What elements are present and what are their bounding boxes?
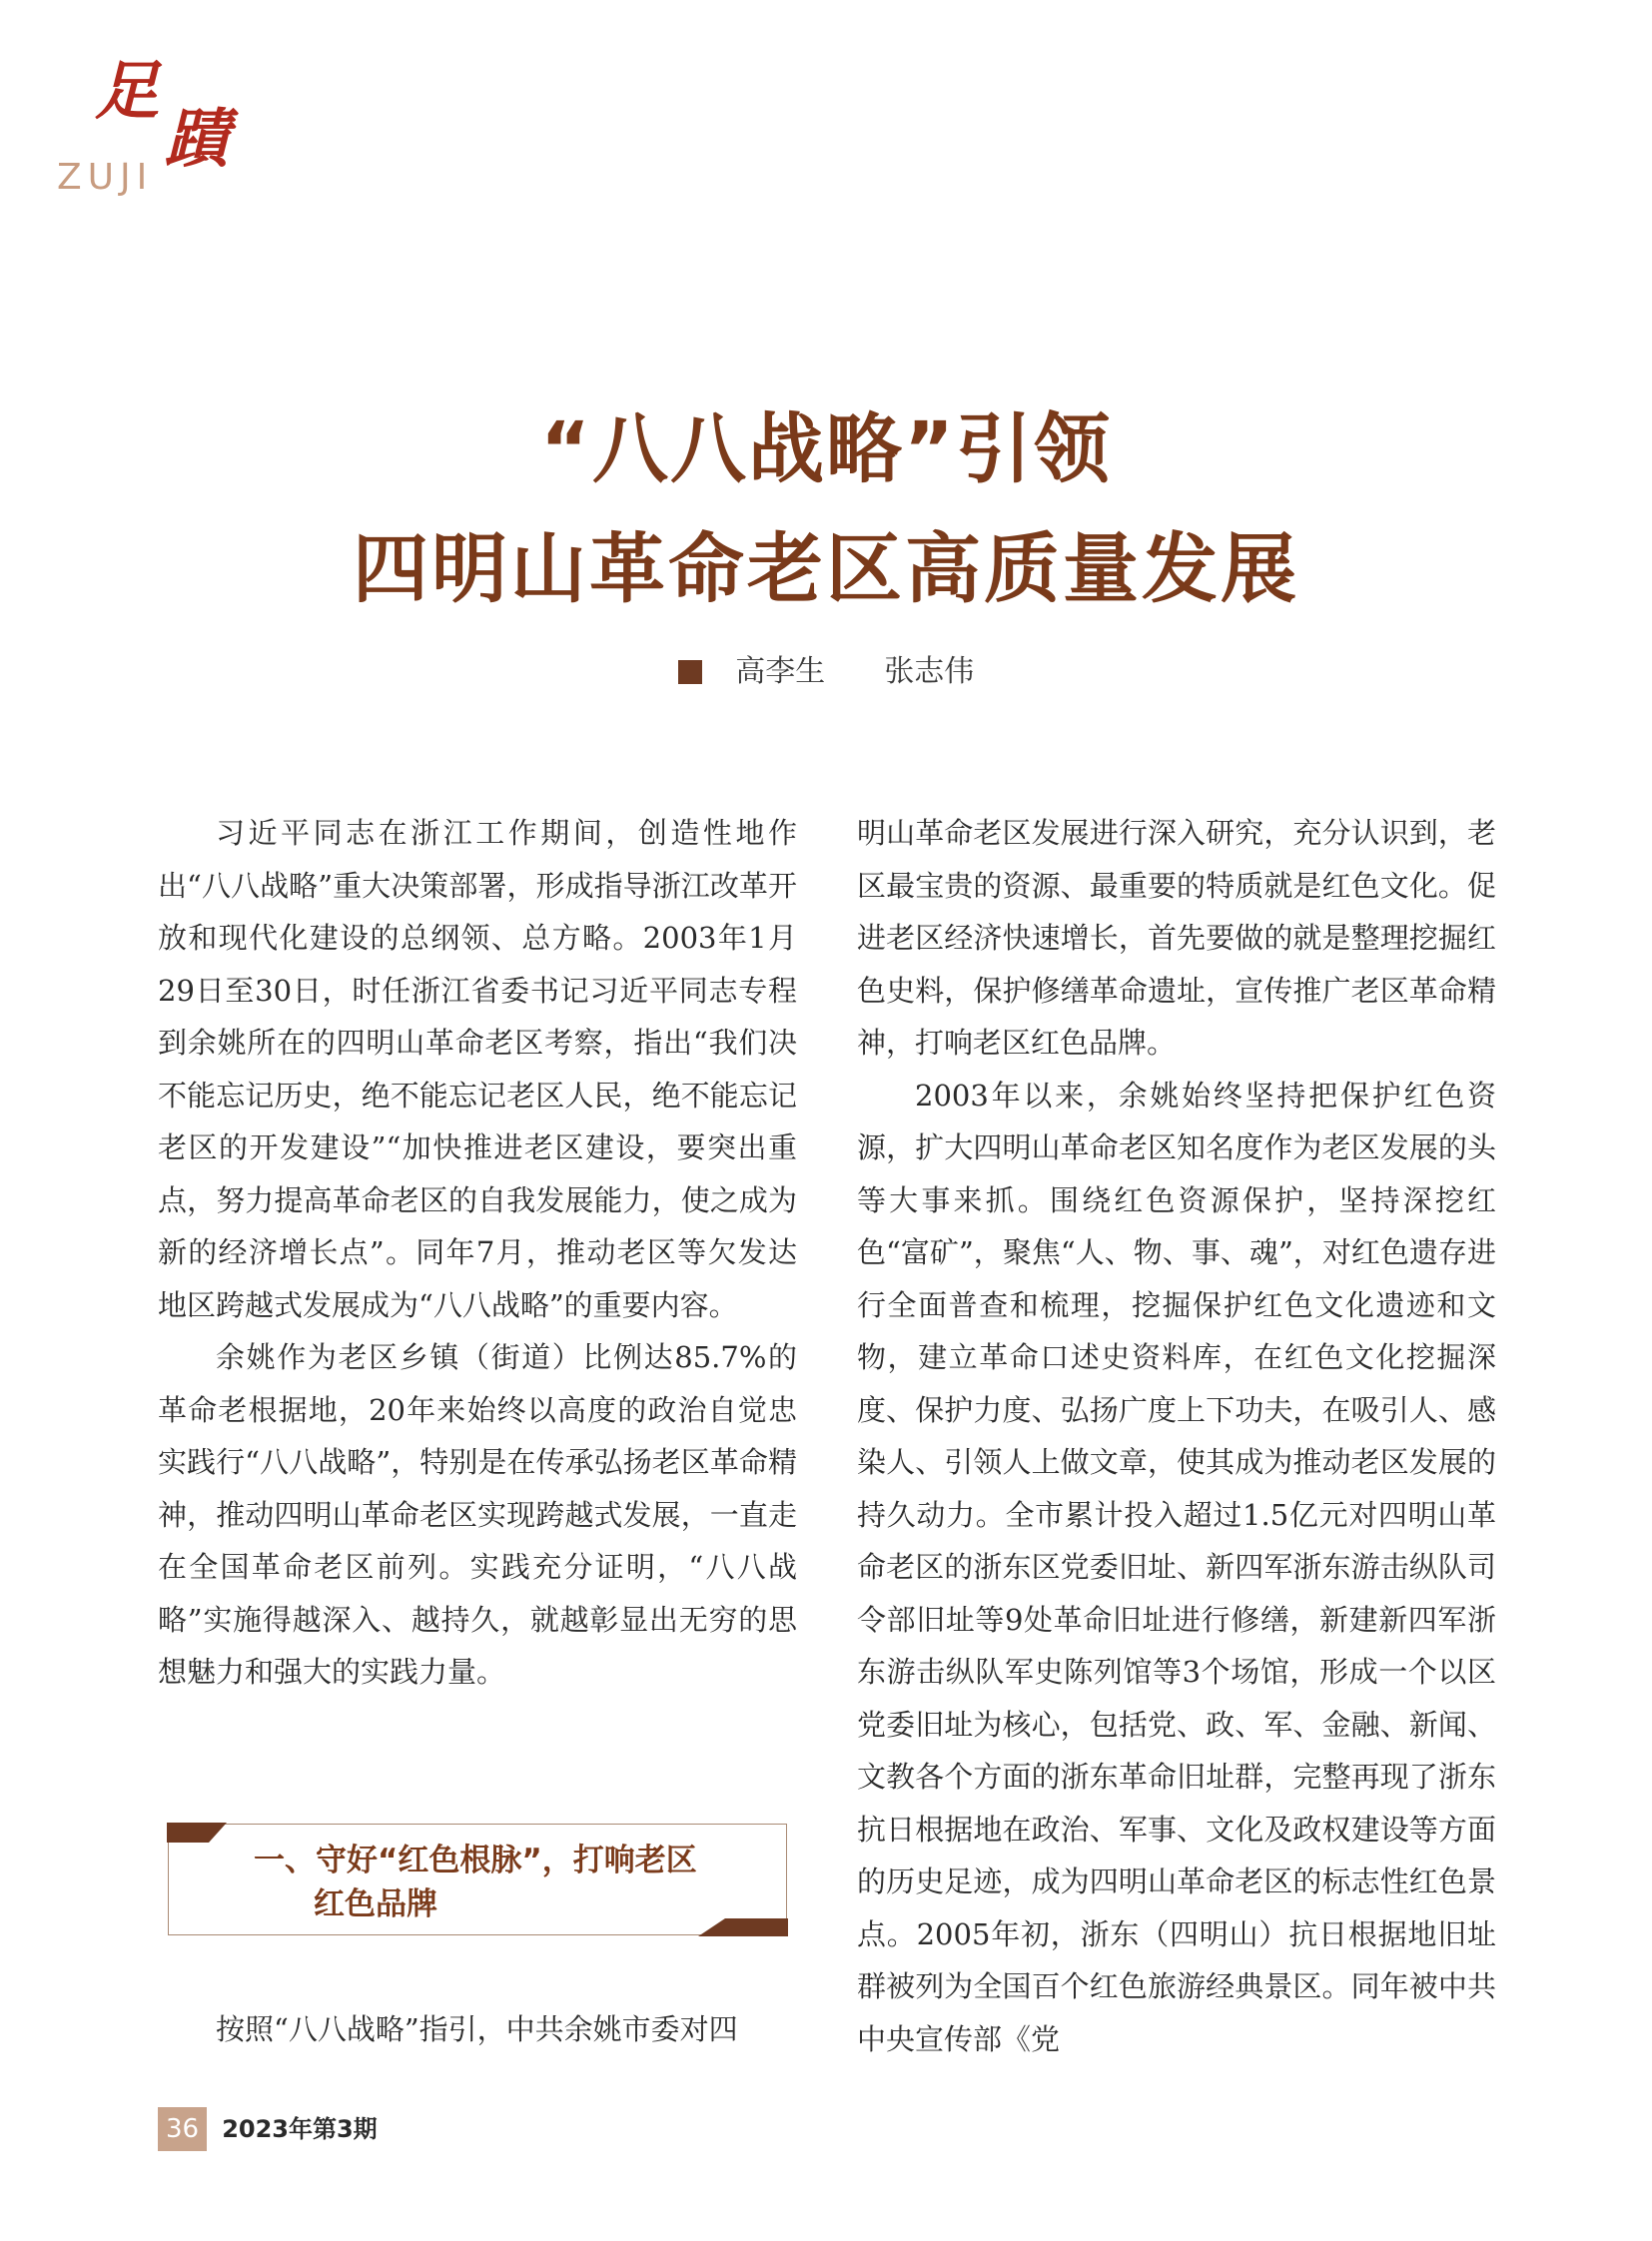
right-column: [857, 807, 1496, 2065]
column-logo: [55, 54, 255, 200]
page-footer: [158, 2107, 378, 2151]
logo-char-1: 足: [95, 54, 159, 129]
issue-label: 2023年第3期: [222, 2115, 378, 2143]
byline-square-icon: [678, 660, 702, 684]
section-heading: [254, 1839, 697, 1926]
paragraph: 明山革命老区发展进行深入研究，充分认识到，老区最宝贵的资源、最重要的特质就是红色文化。促进老区经济快速增长，首先要做的就是整理挖掘红色史料，保护修缮革命遗址，宣传推广老区革命精神，打响老区红色品牌。: [857, 816, 1496, 1060]
article-title-line-2: 四明山革命老区高质量发展: [353, 524, 1299, 613]
byline: [0, 652, 1652, 692]
paragraph: 余姚作为老区乡镇（街道）比例达85.7%的革命老根据地，20年来始终以高度的政治自觉忠实践行“八八战略”，特别是在传承弘扬老区革命精神，推动四明山革命老区实现跨越式发展，一直走在全国革命老区前列。实践充分证明，“八八战略”实施得越深入、越持久，就越彰显出无穷的思想魅力和强大的实践力量。: [158, 1340, 797, 1689]
logo-latin: ZUJI: [57, 157, 154, 198]
paragraph-text: 按照“八八战略”指引，中共余姚市委对四: [216, 2012, 738, 2046]
left-column: [158, 807, 797, 1699]
author-2: 张志伟: [884, 654, 975, 689]
section-heading-box: [168, 1824, 787, 1935]
paragraph: 习近平同志在浙江工作期间，创造性地作出“八八战略”重大决策部署，形成指导浙江改革开放和现代化建设的总纲领、总方略。2003年1月29日至30日，时任浙江省委书记习近平同志专程到余姚所在的四明山革命老区考察，指出“我们决不能忘记历史，绝不能忘记老区人民，绝不能忘记老区的开发建设”“加快推进老区建设，要突出重点，努力提高革命老区的自我发展能力，使之成为新的经济增长点”。同年7月，推动老区等欠发达地区跨越式发展成为“八八战略”的重要内容。: [158, 816, 797, 1322]
author-1: 高李生: [735, 654, 826, 689]
logo-char-2: 蹟: [165, 102, 229, 177]
page-number: 36: [158, 2107, 207, 2151]
paragraph: [158, 2003, 797, 2056]
section-heading-line-1: 一、守好“红色根脉”，打响老区: [254, 1843, 697, 1878]
section-corner-decoration: [167, 1823, 227, 1843]
section-corner-decoration: [698, 1918, 788, 1936]
article-title-line-1: “八八战略”引领: [540, 404, 1112, 493]
section-heading-line-2: 红色品牌: [314, 1886, 437, 1922]
paragraph: 2003年以来，余姚始终坚持把保护红色资源，扩大四明山革命老区知名度作为老区发展的头等大事来抓。围绕红色资源保护，坚持深挖红色“富矿”，聚焦“人、物、事、魂”，对红色遗存进行全面普查和梳理，挖掘保护红色文化遗迹和文物，建立革命口述史资料库，在红色文化挖掘深度、保护力度、弘扬广度上下功夫，在吸引人、感染人、引领人上做文章，使其成为推动老区发展的持久动力。全市累计投入超过1.5亿元对四明山革命老区的浙东区党委旧址、新四军浙东游击纵队司令部旧址等9处革命旧址进行修缮，新建新四军浙东游击纵队军史陈列馆等3个场馆，形成一个以区党委旧址为核心，包括党、政、军、金融、新闻、文教各个方面的浙东革命旧址群，完整再现了浙东抗日根据地在政治、军事、文化及政权建设等方面的历史足迹，成为四明山革命老区的标志性红色景点。2005年初，浙东（四明山）抗日根据地旧址群被列为全国百个红色旅游经典景区。同年被中共中央宣传部《党: [857, 1078, 1496, 2056]
